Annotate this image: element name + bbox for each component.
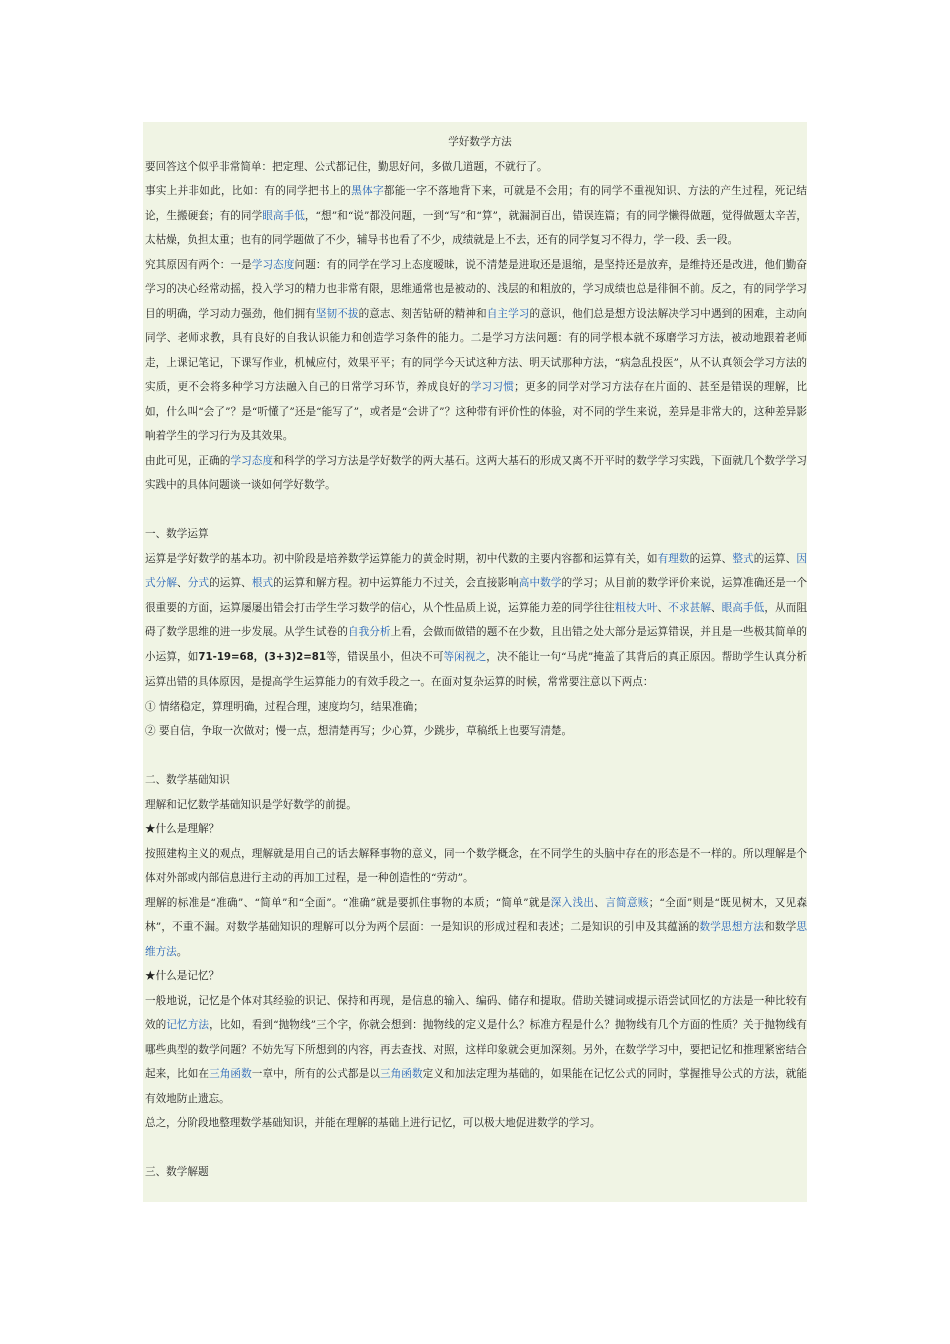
link-shenruqianchu[interactable]: 深入浅出 <box>550 896 595 909</box>
section-2-intro: 理解和记忆数学基础知识是学好数学的前提。 <box>145 798 357 811</box>
link-sanjiaohanshu-2[interactable]: 三角函数 <box>379 1068 423 1080</box>
link-siweifangfa[interactable]: 思维方法 <box>145 921 808 958</box>
link-jianrenbuba[interactable]: 坚韧不拔 <box>315 307 359 320</box>
intro-paragraph-1: 要回答这个似乎非常简单：把定理、公式都记住，勤思好问，多做几道题，不就行了。 <box>145 160 548 173</box>
section-2-summary: 总之，分阶段地整理数学基础知识，并能在理解的基础上进行记忆，可以极大地促进数学的学习。 <box>145 1117 601 1129</box>
section-2-heading: 二、数学基础知识 <box>145 774 230 786</box>
section-1-item-1: ① 情绪稳定，算理明确，过程合理，速度均匀，结果准确； <box>145 700 424 713</box>
link-sanjiaohanshu[interactable]: 三角函数 <box>209 1068 252 1080</box>
link-xuexitaidu[interactable]: 学习态度 <box>251 258 295 271</box>
understanding-paragraph-2: 理解的标准是“准确”、“简单”和“全面”。“准确”就是要抓住事物的本质；“简单”就是深入浅出、言简意赅；“全面”则是“既见树木，又见森林”，不重不漏。对数学基础知识的理解可以分为两个层面：一是知识的形成过程和表述；二是知识的引申及其蕴涵的数学思想方法和数学思维方法。 <box>145 896 808 958</box>
section-1-item-2: ② 要自信，争取一次做对；慢一点，想清楚再写；少心算，少跳步，草稿纸上也要写清楚。 <box>145 725 573 737</box>
link-gaozhongshuxue[interactable]: 高中数学 <box>518 577 562 589</box>
link-zhengshi[interactable]: 整式 <box>732 552 754 565</box>
math-example: 71-19=68，(3+3)2=81 <box>198 651 326 663</box>
spacer <box>145 1136 807 1161</box>
link-cuzhidaye[interactable]: 粗枝大叶 <box>614 601 658 614</box>
question-memory: ★什么是记忆？ <box>145 970 220 982</box>
intro-paragraph-2: 事实上并非如此，比如：有的同学把书上的黑体字都能一字不落地背下来，可就是不会用；有的同学不重视知识、方法的产生过程，死记结论，生搬硬套；有的同学眼高手低，“想”和“说”都没问题，一到“写”和“算”，就漏洞百出，错误连篇；有的同学懒得做题，觉得做题太辛苦，太枯燥，负担太重；也有的同学题做了不少，辅导书也看了不少，成绩就是上不去，还有的同学复习不得力，学一段、丢一段。 <box>145 185 808 246</box>
link-jiyifangfa[interactable]: 记忆方法 <box>166 1019 210 1031</box>
link-zizhuxuexi[interactable]: 自主学习 <box>486 307 530 320</box>
page-title: 学好数学方法 <box>448 136 512 148</box>
link-fenshi[interactable]: 分式 <box>187 577 210 589</box>
link-yanjianyigai[interactable]: 言简意赅 <box>605 896 649 909</box>
link-youlishu[interactable]: 有理数 <box>657 552 690 565</box>
link-heiti[interactable]: 黑体字 <box>351 185 384 197</box>
link-xuexitaidu-2[interactable]: 学习态度 <box>230 454 274 467</box>
intro-paragraph-4: 由此可见，正确的学习态度和科学的学习方法是学好数学的两大基石。这两大基石的形成又离不开平时的数学学习实践，下面就几个数学学习实践中的具体问题谈一谈如何学好数学。 <box>145 454 808 491</box>
spacer <box>145 498 807 523</box>
section-3-heading: 三、数学解题 <box>145 1166 209 1178</box>
link-buqiushenjie[interactable]: 不求甚解 <box>668 601 711 614</box>
understanding-paragraph-1: 按照建构主义的观点，理解就是用自己的话去解释事物的意义，同一个数学概念，在不同学生的头脑中存在的形态是不一样的。所以理解是个体对外部或内部信息进行主动的再加工过程，是一种创造性的“劳动”。 <box>145 847 807 884</box>
section-1-heading: 一、数学运算 <box>145 528 209 540</box>
link-dengxianshizhi[interactable]: 等闲视之 <box>443 650 487 663</box>
question-understanding: ★什么是理解？ <box>145 823 220 835</box>
link-yangaoshoudi[interactable]: 眼高手低 <box>262 209 305 222</box>
link-ziwofenxi[interactable]: 自我分析 <box>347 626 391 638</box>
link-xuexixiguan[interactable]: 学习习惯 <box>470 381 515 393</box>
link-yinshifenjie[interactable]: 因式分解 <box>145 552 808 589</box>
link-yangaoshoudi-2[interactable]: 眼高手低 <box>721 601 765 614</box>
spacer <box>145 744 807 769</box>
link-shuxuesixiangfangfa[interactable]: 数学思想方法 <box>699 921 765 933</box>
document-body <box>143 122 807 1185</box>
intro-paragraph-3: 究其原因有两个：一是学习态度问题：有的同学在学习上态度暧昧，说不清楚是进取还是退缩，是坚持还是放弃，是维持还是改进，他们勤奋学习的决心经常动摇，投入学习的精力也非常有限，思维通常也是被动的、浅层的和粗放的，学习成绩也总是徘徊不前。反之，有的同学学习目的明确，学习动力强劲，他们拥有坚韧不拔的意志、刻苦钻研的精神和自主学习的意识，他们总是想方设法解决学习中遇到的困难，主动向同学、老师求教，具有良好的自我认识能力和创造学习条件的能力。二是学习方法问题：有的同学根本就不琢磨学习方法，被动地跟着老师走，上课记笔记，下课写作业，机械应付，效果平平；有的同学今天试这种方法、明天试那种方法，“病急乱投医”，从不认真领会学习方法的实质，更不会将多种学习方法融入自己的日常学习环节，养成良好的学习习惯；更多的同学对学习方法存在片面的、甚至是错误的理解，比如，什么叫“会了”？是“听懂了”还是“能写了”，或者是“会讲了”？这种带有评价性的体验，对不同的学生来说，差异是非常大的，这种差异影响着学生的学习行为及其效果。 <box>145 258 808 442</box>
section-1-paragraph: 运算是学好数学的基本功。初中阶段是培养数学运算能力的黄金时期，初中代数的主要内容都和运算有关，如有理数的运算、整式的运算、因式分解、分式的运算、根式的运算和解方程。初中运算能力不过关，会直接影响高中数学的学习；从目前的数学评价来说，运算准确还是一个很重要的方面，运算屡屡出错会打击学生学习数学的信心，从个性品质上说，运算能力差的同学往往粗枝大叶、不求甚解、眼高手低，从而阻碍了数学思维的进一步发展。从学生试卷的自我分析上看，会做而做错的题不在少数，且出错之处大部分是运算错误，并且是一些极其简单的小运算，如71-19=68，(3+3)2=81等，错误虽小，但决不可等闲视之，决不能让一句“马虎”掩盖了其背后的真正原因。帮助学生认真分析运算出错的具体原因，是提高学生运算能力的有效手段之一。在面对复杂运算的时候，常常要注意以下两点： <box>145 552 808 688</box>
document-page <box>143 122 807 1202</box>
memory-paragraph: 一般地说，记忆是个体对其经验的识记、保持和再现，是信息的输入、编码、储存和提取。借助关键词或提示语尝试回忆的方法是一种比较有效的记忆方法，比如，看到“抛物线”三个字，你就会想到：抛物线的定义是什么？标准方程是什么？抛物线有几个方面的性质？关于抛物线有哪些典型的数学问题？不妨先写下所想到的内容，再去查找、对照，这样印象就会更加深刻。另外，在数学学习中，要把记忆和推理紧密结合起来，比如在三角函数一章中，所有的公式都是以三角函数定义和加法定理为基础的，如果能在记忆公式的同时，掌握推导公式的方法，就能有效地防止遗忘。 <box>145 994 808 1105</box>
link-genshi[interactable]: 根式 <box>251 577 274 589</box>
